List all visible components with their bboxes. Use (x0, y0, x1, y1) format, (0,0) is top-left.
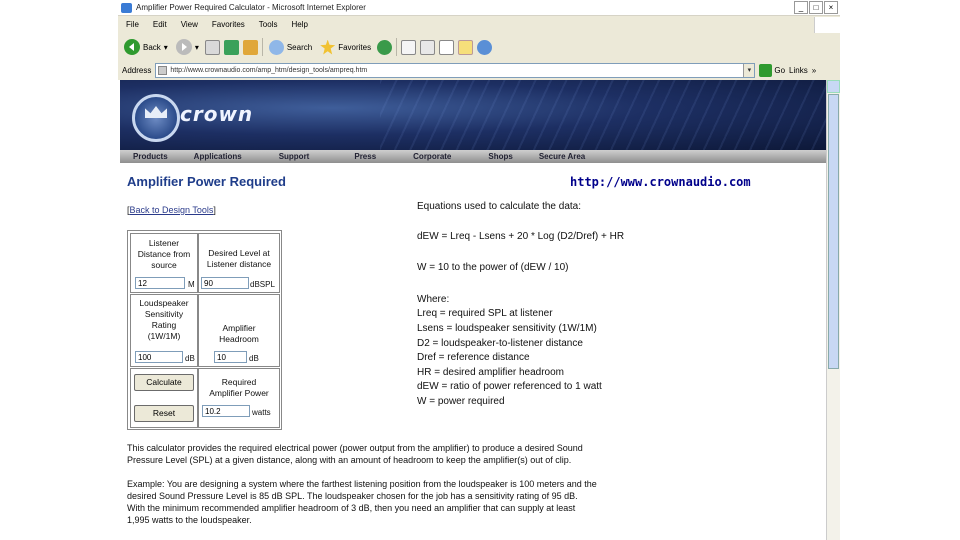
example-paragraph: Example: You are designing a system where the farthest listening position from the loudspeaker is 100 meters and the desired Sound Pressure Level is 85 dB SPL. The loudspeaker chosen for the job has a sensitivity rating of 95 dB. With the minimum recommended amplifier headroom of 3 dB, then you need an amplifier that can supply at least 1,995 watts to the loudspeaker. (127, 479, 597, 525)
back-link-wrap (127, 205, 216, 215)
go-label: Go (774, 65, 786, 75)
listener-distance-input[interactable] (135, 277, 185, 289)
description-paragraph: This calculator provides the required electrical power (power output from the amplifier) to produce a desired Sound Pressure Level (SPL) at a given distance, along with an amount of headroom to keep the amplifier(s) out of clip. (127, 443, 583, 465)
required-label: Required Amplifier Power (209, 377, 269, 398)
crown-logo-ring (132, 94, 180, 142)
nav-press[interactable]: Press (354, 152, 377, 161)
page-title: Amplifier Power Required (127, 174, 286, 189)
definition-item: W = power required (417, 395, 505, 407)
sensitivity-cell (130, 294, 198, 367)
mail-icon[interactable] (401, 40, 416, 55)
close-button[interactable]: × (824, 1, 838, 14)
links-button[interactable]: Links (789, 65, 808, 75)
crown-logo-text: crown (180, 102, 254, 126)
equations-panel (417, 200, 717, 410)
back-arrow-icon (124, 39, 140, 55)
vertical-scrollbar[interactable] (826, 80, 840, 540)
address-value: http://www.crownaudio.com/amp_htm/design_tools/ampreq.htm (170, 66, 368, 74)
address-bar (118, 61, 840, 79)
chevron-down-icon[interactable]: ▾ (163, 42, 168, 52)
edit-icon[interactable] (439, 40, 454, 55)
menu-help[interactable]: Help (291, 20, 308, 29)
listener-unit: M (188, 280, 195, 289)
listener-label: Listener Distance from source (137, 238, 191, 270)
headroom-cell (198, 294, 280, 367)
window-title: Amplifier Power Required Calculator - Microsoft Internet Explorer (136, 3, 366, 12)
sensitivity-label: Loudspeaker Sensitivity Rating (1W/1M) (139, 298, 189, 341)
menu-favorites[interactable]: Favorites (211, 20, 245, 29)
go-arrow-icon (759, 64, 772, 77)
nav-corporate[interactable]: Corporate (413, 152, 452, 161)
toolbar-separator (396, 38, 397, 56)
headroom-input[interactable] (214, 351, 247, 363)
star-icon (320, 40, 335, 55)
menu-bar (118, 17, 840, 33)
maximize-button[interactable]: □ (809, 1, 823, 14)
required-cell (198, 368, 280, 428)
menu-file[interactable]: File (126, 20, 139, 29)
headroom-unit: dB (249, 354, 259, 363)
definition-item: dEW = ratio of power referenced to 1 watt (417, 381, 602, 393)
favorites-label: Favorites (338, 42, 372, 52)
toolbar-separator (262, 38, 263, 56)
where-label: Where: (417, 293, 450, 305)
definition-item: Lreq = required SPL at listener (417, 308, 553, 320)
equations-intro: Equations used to calculate the data: (417, 201, 582, 212)
address-input[interactable] (155, 63, 755, 78)
search-icon (269, 40, 284, 55)
menu-edit[interactable]: Edit (152, 20, 167, 29)
url-overlay: http://www.crownaudio.com (570, 175, 751, 189)
messenger-icon[interactable] (477, 40, 492, 55)
definition-item: Lsens = loudspeaker sensitivity (1W/1M) (417, 322, 597, 334)
windows-flag-icon (814, 17, 840, 33)
main-content (118, 164, 826, 540)
site-nav (120, 150, 826, 163)
back-label: Back (143, 42, 161, 52)
scroll-up-arrow-icon[interactable] (827, 80, 840, 93)
required-power-output[interactable] (202, 405, 250, 417)
print-icon[interactable] (420, 40, 435, 55)
definition-item: Dref = reference distance (417, 352, 530, 364)
history-icon[interactable] (377, 40, 392, 55)
calculator-table (127, 230, 282, 430)
chevron-right-icon[interactable]: » (811, 65, 817, 75)
definition-item: D2 = loudspeaker-to-listener distance (417, 337, 583, 349)
ie-app-icon (121, 3, 132, 13)
favorites-button[interactable] (318, 37, 373, 57)
level-label: Desired Level at Listener distance (206, 248, 272, 269)
stop-icon[interactable] (205, 40, 220, 55)
refresh-icon[interactable] (224, 40, 239, 55)
nav-shops[interactable]: Shops (488, 152, 513, 161)
equation-dew: dEW = Lreq - Lsens + 20 * Log (D2/Dref) + HR (417, 230, 625, 242)
nav-applications[interactable]: Applications (193, 152, 242, 161)
calculate-button[interactable]: Calculate (134, 374, 194, 391)
discuss-icon[interactable] (458, 40, 473, 55)
toolbar (118, 35, 840, 59)
chevron-down-icon[interactable]: ▾ (743, 64, 754, 77)
menu-view[interactable]: View (180, 20, 198, 29)
browser-window (118, 0, 840, 540)
window-controls (794, 1, 838, 14)
back-to-design-tools-link[interactable]: Back to Design Tools (129, 205, 214, 215)
page-content (118, 80, 826, 540)
forward-button[interactable] (174, 37, 201, 57)
crown-banner (120, 80, 826, 150)
home-icon[interactable] (243, 40, 258, 55)
buttons-cell (130, 368, 198, 428)
bracket-open: [ (127, 205, 130, 215)
forward-arrow-icon (176, 39, 192, 55)
sensitivity-input[interactable] (135, 351, 183, 363)
equation-w: W = 10 to the power of (dEW / 10) (417, 262, 569, 274)
sensitivity-unit: dB (185, 354, 195, 363)
level-cell (198, 233, 280, 293)
scroll-thumb[interactable] (828, 94, 839, 369)
level-unit: dBSPL (250, 280, 275, 289)
headroom-label: Amplifier Headroom (219, 323, 259, 344)
go-button[interactable] (759, 64, 785, 77)
nav-secure-area[interactable]: Secure Area (538, 152, 586, 161)
minimize-button[interactable]: _ (794, 1, 808, 14)
back-button[interactable] (122, 37, 170, 57)
reset-button[interactable]: Reset (134, 405, 194, 422)
bracket-close: ] (213, 205, 216, 215)
required-unit: watts (252, 408, 271, 417)
chevron-down-icon[interactable]: ▾ (194, 42, 199, 52)
title-bar (118, 0, 840, 16)
nav-products[interactable]: Products (133, 152, 168, 161)
search-button[interactable] (267, 37, 314, 57)
definition-item: HR = desired amplifier headroom (417, 366, 565, 378)
desired-level-input[interactable] (201, 277, 249, 289)
description (127, 442, 597, 526)
page-icon (158, 66, 167, 75)
listener-cell (130, 233, 198, 293)
search-label: Search (286, 42, 313, 52)
address-label: Address (122, 65, 152, 75)
nav-support[interactable]: Support (278, 152, 310, 161)
banner-pattern (380, 80, 826, 150)
menu-tools[interactable]: Tools (258, 20, 278, 29)
